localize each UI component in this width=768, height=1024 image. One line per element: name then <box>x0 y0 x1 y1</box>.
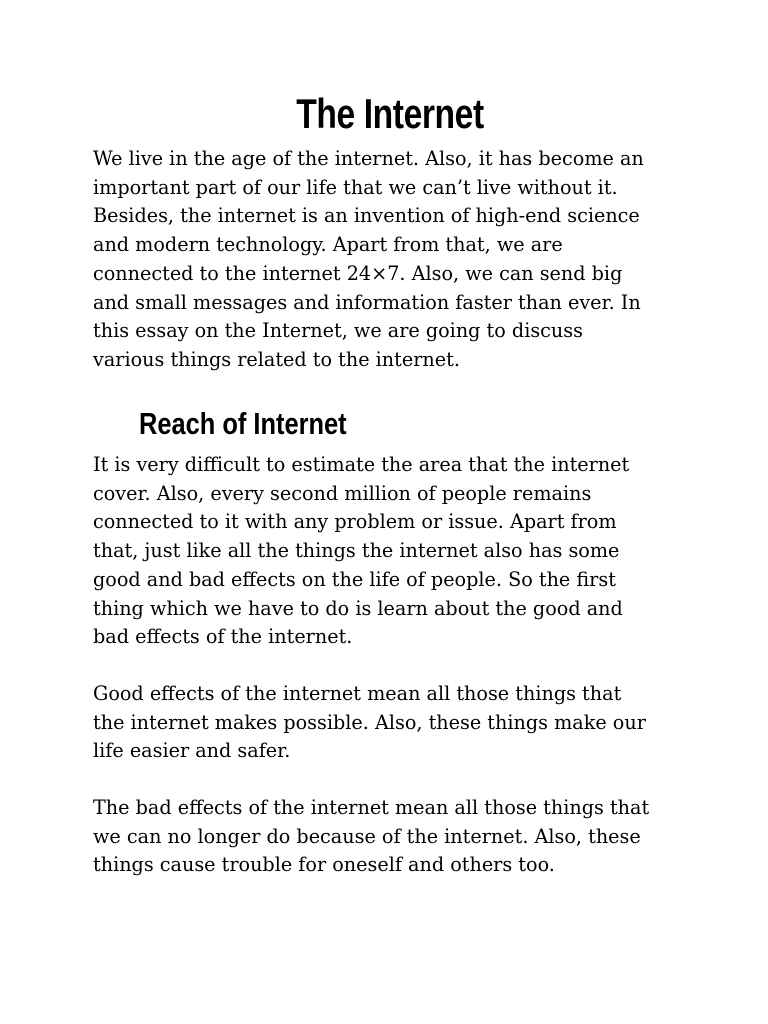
bad-effects-paragraph <box>93 794 693 880</box>
good-effects-line: Good effects of the internet mean all those things that <box>93 682 622 705</box>
intro-line: and modern technology. Apart from that, we are <box>93 233 563 257</box>
intro-line: and small messages and information faster than ever. In <box>93 290 641 314</box>
intro-line: connected to the internet 24×7. Also, we can send big <box>93 261 623 285</box>
bad-effects-line: we can no longer do because of the internet. Also, these <box>93 824 641 848</box>
intro-line: important part of our life that we can’t live without it. <box>93 175 618 199</box>
reach-line: that, just like all the things the internet also has some <box>93 539 620 563</box>
intro-line: various things related to the internet. <box>93 347 460 371</box>
bad-effects-line: The bad effects of the internet mean all those things that <box>93 796 650 819</box>
bad-effects-line: things cause trouble for oneself and others too. <box>93 853 555 877</box>
reach-line: cover. Also, every second million of people remains <box>93 481 592 505</box>
reach-line: It is very difficult to estimate the area that the internet <box>93 453 630 476</box>
intro-line: We live in the age of the internet. Also, it has become an <box>93 147 644 170</box>
reach-line: thing which we have to do is learn about the good and <box>93 596 623 620</box>
intro-paragraph <box>93 145 693 375</box>
page-title: The Internet <box>296 90 484 137</box>
good-effects-line: life easier and safer. <box>93 739 291 763</box>
good-effects-paragraph <box>93 680 693 766</box>
good-effects-line: the internet makes possible. Also, these things make our <box>93 710 646 734</box>
reach-paragraph <box>93 451 693 652</box>
reach-line: connected to it with any problem or issue. Apart from <box>93 510 617 534</box>
intro-line: Besides, the internet is an invention of high-end science <box>93 204 640 228</box>
reach-line: good and bad effects on the life of people. So the first <box>93 567 616 591</box>
reach-line: bad effects of the internet. <box>93 625 353 649</box>
intro-line: this essay on the Internet, we are going to discuss <box>93 319 583 343</box>
section-heading: Reach of Internet <box>139 406 347 441</box>
